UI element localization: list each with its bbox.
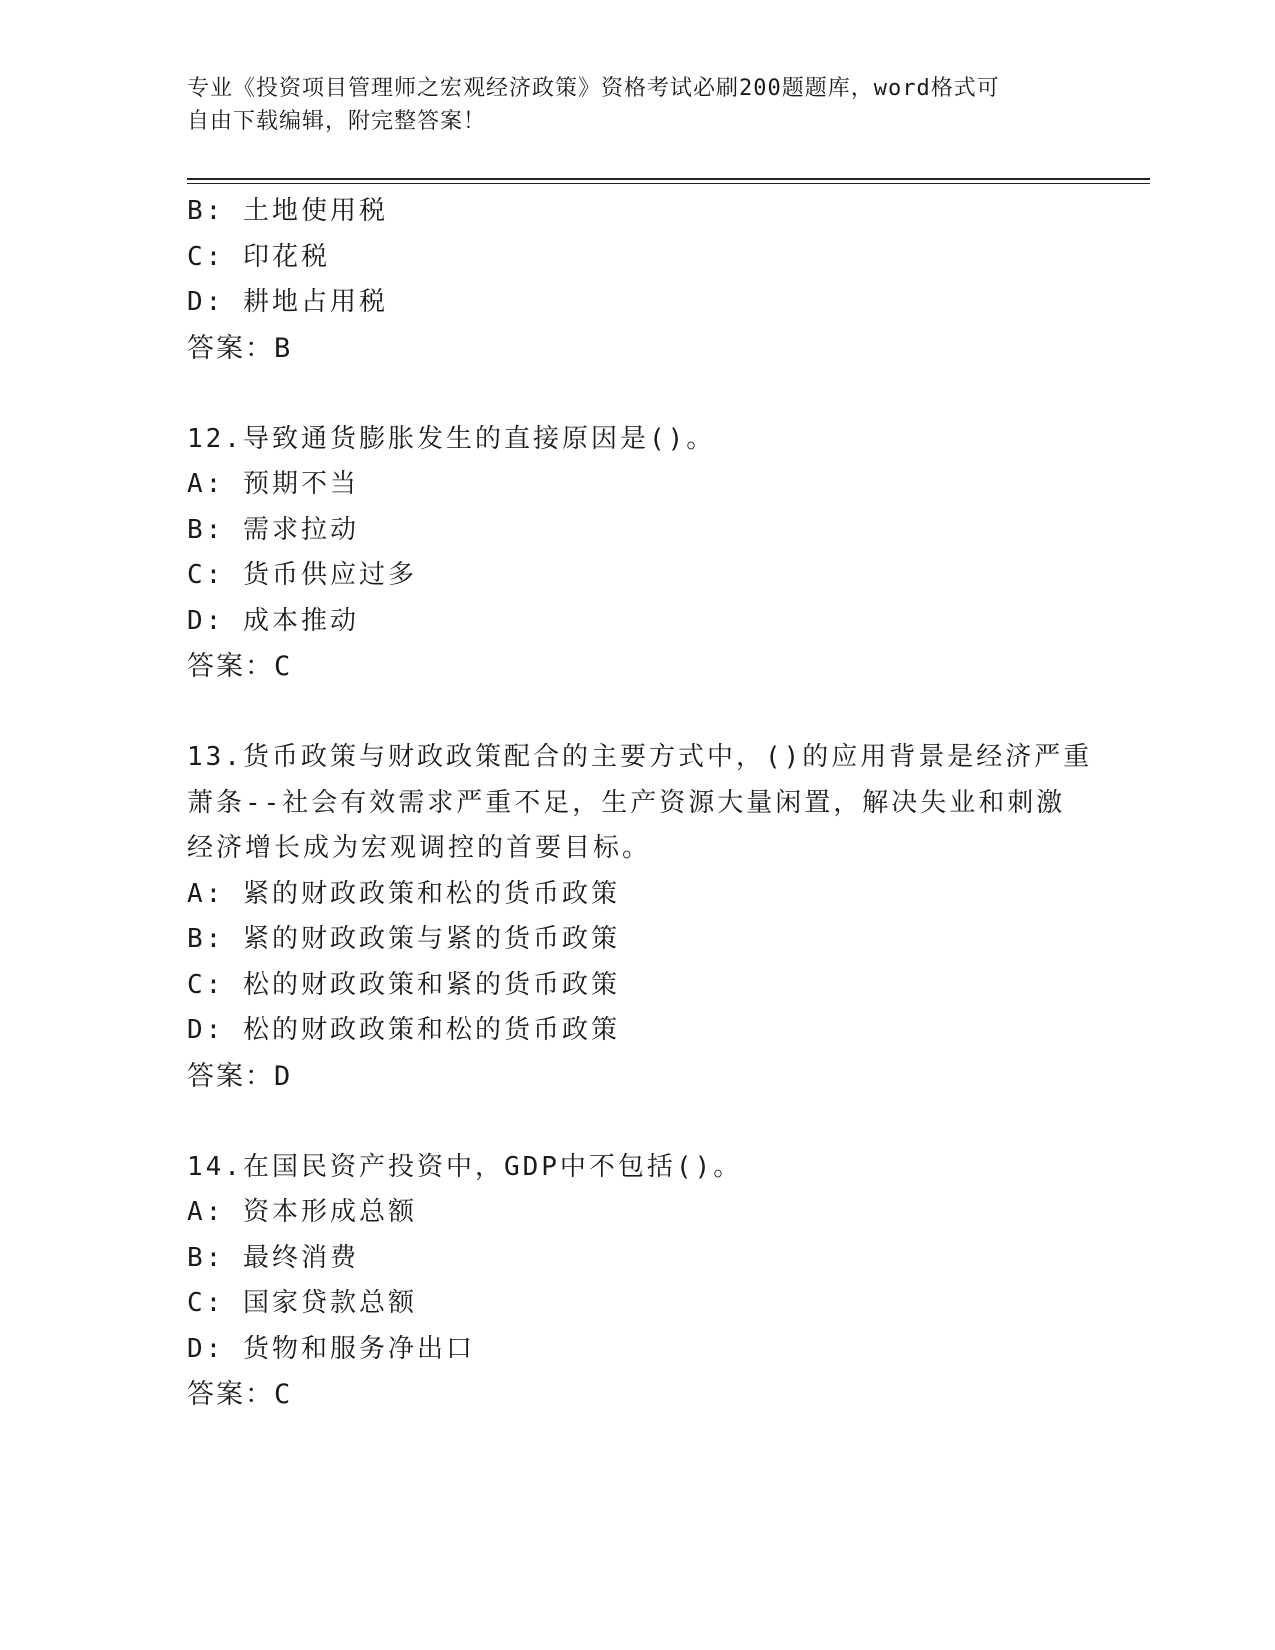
answer-line: 答案：C [187, 651, 293, 682]
header-divider-thick [187, 178, 1150, 180]
question-stem-line: 经济增长成为宏观调控的首要目标。 [187, 833, 652, 863]
question-14 [187, 1145, 1087, 1418]
option-b: B: 最终消费 [187, 1242, 359, 1273]
header-divider-thin [187, 183, 1150, 184]
question-12 [187, 417, 1087, 690]
answer-line: 答案：D [187, 1060, 293, 1092]
option-a: A: 预期不当 [187, 469, 359, 499]
question-stem [187, 735, 1093, 872]
question-list [187, 189, 1093, 1418]
option-c: C: 国家贷款总额 [187, 1288, 417, 1318]
question-stem: 14.在国民资产投资中，GDP中不包括()。 [187, 1151, 743, 1182]
document-header [187, 72, 1067, 138]
answer-line: 答案：B [187, 332, 293, 364]
option-a: A: 资本形成总额 [187, 1197, 417, 1227]
question-stem: 12.导致通货膨胀发生的直接原因是()。 [187, 423, 716, 454]
option-b: B: 紧的财政政策与紧的货币政策 [187, 924, 620, 954]
spacer [187, 371, 1087, 417]
option-d: D: 成本推动 [187, 605, 359, 636]
option-c: C: 货币供应过多 [187, 560, 417, 590]
spacer [187, 690, 1087, 736]
option-c: C: 印花税 [187, 241, 330, 272]
question-stem-line: 13.货币政策与财政政策配合的主要方式中，()的应用背景是经济严重 [187, 742, 1093, 772]
question-11-tail [187, 189, 1087, 371]
question-13 [187, 735, 1093, 1099]
option-d: D: 耕地占用税 [187, 287, 388, 317]
option-d: D: 货物和服务净出口 [187, 1333, 475, 1364]
option-c: C: 松的财政政策和紧的货币政策 [187, 969, 620, 1000]
option-d: D: 松的财政政策和松的货币政策 [187, 1015, 620, 1045]
option-b: B: 需求拉动 [187, 514, 359, 545]
answer-line: 答案：C [187, 1379, 293, 1410]
option-a: A: 紧的财政政策和松的货币政策 [187, 878, 620, 909]
option-b: B: 土地使用税 [187, 196, 388, 226]
question-stem-line: 萧条--社会有效需求严重不足，生产资源大量闲置，解决失业和刺激 [187, 787, 1066, 818]
spacer [187, 1099, 1087, 1145]
header-line-2: 自由下载编辑，附完整答案！ [187, 109, 487, 134]
header-line-1: 专业《投资项目管理师之宏观经济政策》资格考试必刷200题题库，word格式可 [187, 76, 1000, 101]
